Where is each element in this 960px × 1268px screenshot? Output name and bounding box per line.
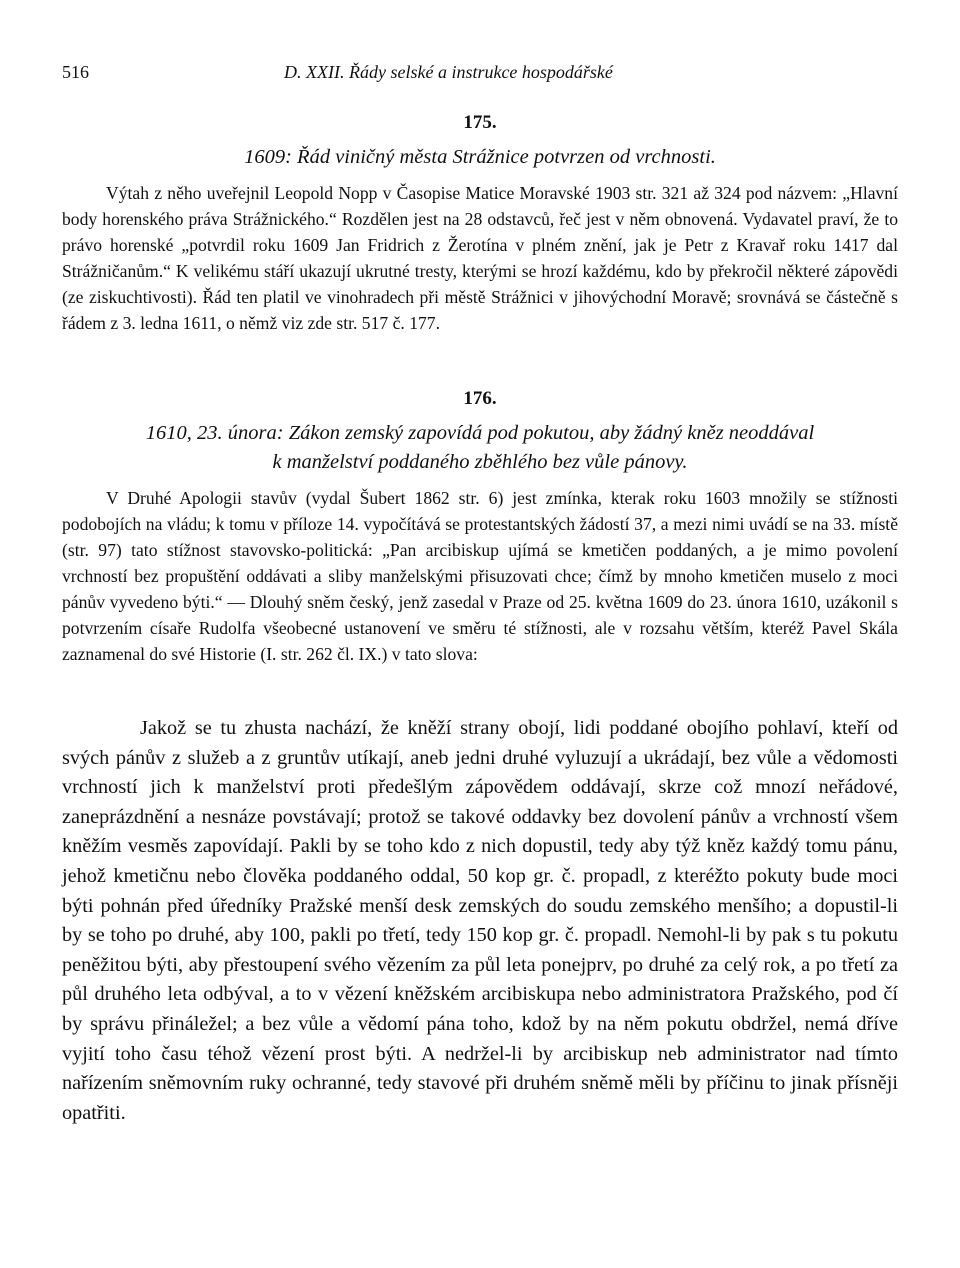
quoted-law-text: Jakož se tu zhusta nachází, že kněží strany obojí, lidi poddané obojího pohlaví, kteří od svých pánův z služeb a z gruntův utíkají, aneb jedni druhé vyluzují a ukrádají, bez vůle a vědomosti vrchností jich k manželství proti předešlým zápovědem oddávají, skrze což mnozí neřádové, zaneprázdnění a nesnáze povstávají; protož se takové oddavky bez dovolení pánův a vrchností všem kněžím vesměs zapovídají. Pakli by se toho kdo z nich dopustil, tedy aby týž kněz každý tomu pánu, jehož kmetičnu nebo člověka poddaného oddal, 50 kop gr. č. propadl, z kteréžto pokuty bude moci býti pohnán před úředníky Pražské menší desk zemských do soudu zemského menšího; a dopustil-li by se toho po druhé, aby 100, pakli po třetí, tedy 150 kop gr. č. propadl. Nemohl-li by pak s tu pokutu peněžitou býti, aby přestoupení svého vězením za půl leta ponejprv, po druhé za celý rok, a po třetí za půl druhého leta odbýval, a to v vězení kněžském arcibiskupa nebo administratora Pražského, pod čí by správu přináležel; a bez vůle a vědomí pána toho, kdož by na něm pokutu obdržel, nemá dříve vyjití toho času téhož vězení prost býti. A nedržel-li by arcibiskup neb administrator nad tímto nařízením sněmovním ruky ochranné, tedy stavové při druhém sněmě měli by příčinu to jinak přísněji opatřiti.	[62, 717, 898, 1124]
running-title: D. XXII. Řády selské a instrukce hospodářské	[284, 62, 613, 82]
entry-number: 175.	[463, 112, 497, 133]
entry-title	[62, 419, 898, 477]
editorial-note: V Druhé Apologii stavův (vydal Šubert 1862 str. 6) jest zmínka, kterak roku 1603 množily se stížnosti podobojích na vládu; k tomu v příloze 14. vypočítává se protestantských žádostí 37, a mezi nimi uvádí se na 33. místě (str. 97) tato stížnost stavovsko-politická: „Pan arcibiskup ujímá se kmetičen poddaných, a je mimo povolení vrchností bez propuštění oddávati a sliby manželskými přisuzovati chce; čímž by mnoho kmetičen muselo z moci pánův vyvedeno býti.“ — Dlouhý sněm český, jenž zasedal v Praze od 25. května 1609 do 23. února 1610, uzákonil s potvrzením císaře Rudolfa všeobecné ustanovení ve směru té stížnosti, ale v rozsahu větším, kteréž Pavel Skála zaznamenal do své Historie (I. str. 262 čl. IX.) v tato slova:	[62, 488, 898, 664]
document-page	[62, 0, 898, 1268]
entry-title-line: 1610, 23. února: Zákon zemský zapovídá pod pokutou, aby žádný kněz neoddával	[145, 422, 815, 444]
editorial-note: Výtah z něho uveřejnil Leopold Nopp v Časopise Matice Moravské 1903 str. 321 až 324 pod názvem: „Hlavní body horenského práva Strážnického.“ Rozdělen jest na 28 odstavců, řeč jest v něm obnovená. Vydavatel praví, že to právo horenské „potvrdil roku 1609 Jan Fridrich z Žerotína v plném znění, jak je Petr z Kravař roku 1417 dal Strážničanům.“ K velikému stáří ukazují ukrutné tresty, kterými se hrozí každému, kdo by překročil některé zápovědi (ze ziskuchtivosti). Řád ten platil ve vinohradech při městě Strážnici v jihovýchodní Moravě; srovnává se částečně s řádem z 3. ledna 1611, o němž viz zde str. 517 č. 177.	[62, 183, 898, 333]
entry-title-line: k manželství poddaného zběhlého bez vůle pánovy.	[272, 451, 688, 473]
page-number: 516	[62, 62, 89, 82]
entry-title: 1609: Řád viničný města Strážnice potvrzen od vrchnosti.	[244, 146, 716, 168]
running-header	[62, 62, 898, 88]
entry-number: 176.	[463, 388, 497, 409]
